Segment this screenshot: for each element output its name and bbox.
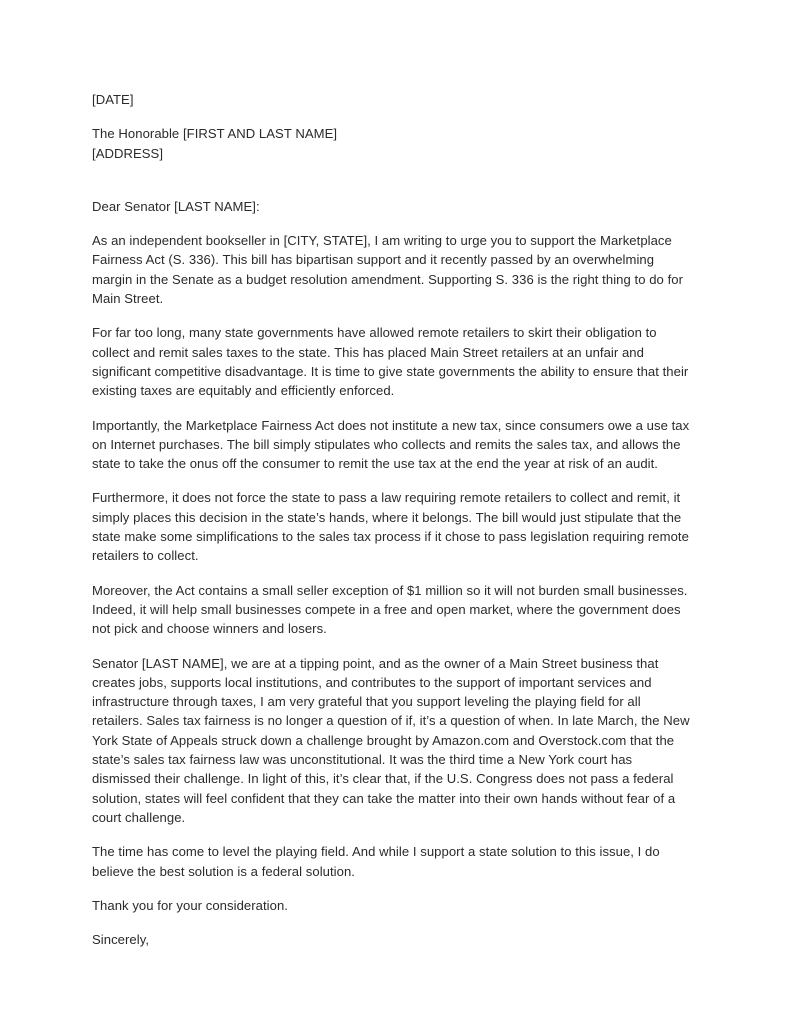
recipient-address-line: [ADDRESS] [92, 145, 164, 161]
paragraph-2: For far too long, many state governments have allowed remote retailers to skirt their obligation to collect and remit sales taxes to the state. This has placed Main Street retailers at an unfair and significant competitive disadvantage. It is time to give state governments the ability to ensure that their existing taxes are equitably and efficiently enforced. [92, 325, 693, 399]
paragraph-3: Importantly, the Marketplace Fairness Act does not institute a new tax, since consumers owe a use tax on Internet purchases. The bill simply stipulates who collects and remits the sales tax, and allows the state to take the onus off the consumer to remit the use tax at the end the year at risk of an audit. [92, 417, 693, 472]
paragraph-7: The time has come to level the playing field. And while I support a state solution to this issue, I do believe the best solution is a federal solution. [92, 844, 664, 879]
paragraph-4: Furthermore, it does not force the state to pass a law requiring remote retailers to collect and remit, it simply places this decision in the state’s hands, where it belongs. The bill would just stipulate that the state make some simplifications to the sales tax process if it chose to pass legislation requiring remote retailers to collect. [92, 490, 693, 564]
spacer-p6 [92, 827, 692, 842]
spacer-p5 [92, 639, 692, 654]
letter-body [92, 90, 692, 949]
spacer-p7 [92, 881, 692, 896]
spacer-p2 [92, 401, 692, 416]
spacer-p1 [92, 308, 692, 323]
spacer-after-salutation [92, 216, 692, 231]
paragraph-5: Moreover, the Act contains a small seller exception of $1 million so it will not burden small businesses. Indeed, it will help small businesses compete in a free and open market, where the government does not pick and choose winners and losers. [92, 582, 692, 637]
date-line: [DATE] [92, 92, 134, 107]
paragraph-1: As an independent bookseller in [CITY, STATE], I am writing to urge you to support the Marketplace Fairness Act (S. 336). This bill has bipartisan support and it recently passed by an overwhelming margin in the Senate as a budget resolution amendment. Supporting S. 336 is the right thing to do for Main Street. [92, 233, 687, 307]
spacer-before-closing [92, 915, 692, 930]
spacer-before-salutation [92, 163, 692, 197]
salutation: Dear Senator [LAST NAME]: [92, 198, 260, 214]
spacer-after-date [92, 109, 692, 124]
closing-signature-line: Sincerely, [92, 932, 150, 948]
spacer-p4 [92, 566, 692, 581]
paragraph-8-thank-you: Thank you for your consideration. [92, 897, 288, 913]
spacer-p3 [92, 473, 692, 488]
paragraph-6: Senator [LAST NAME], we are at a tipping point, and as the owner of a Main Street business that creates jobs, supports local institutions, and contributes to the support of important services and infrastructure through taxes, I am very grateful that you support leveling the playing field for all retailers. Sales tax fairness is no longer a question of if, it’s a question of when. In late March, the New York State of Appeals struck down a challenge brought by Amazon.com and Overstock.com that the state’s sales tax fairness law was unconstitutional. It was the third time a New York court has dismissed their challenge. In light of this, it’s clear that, if the U.S. Congress does not pass a federal solution, states will feel confident that they can take the matter into their own hands without fear of a court challenge. [92, 655, 694, 825]
recipient-name-line: The Honorable [FIRST AND LAST NAME] [92, 126, 338, 142]
